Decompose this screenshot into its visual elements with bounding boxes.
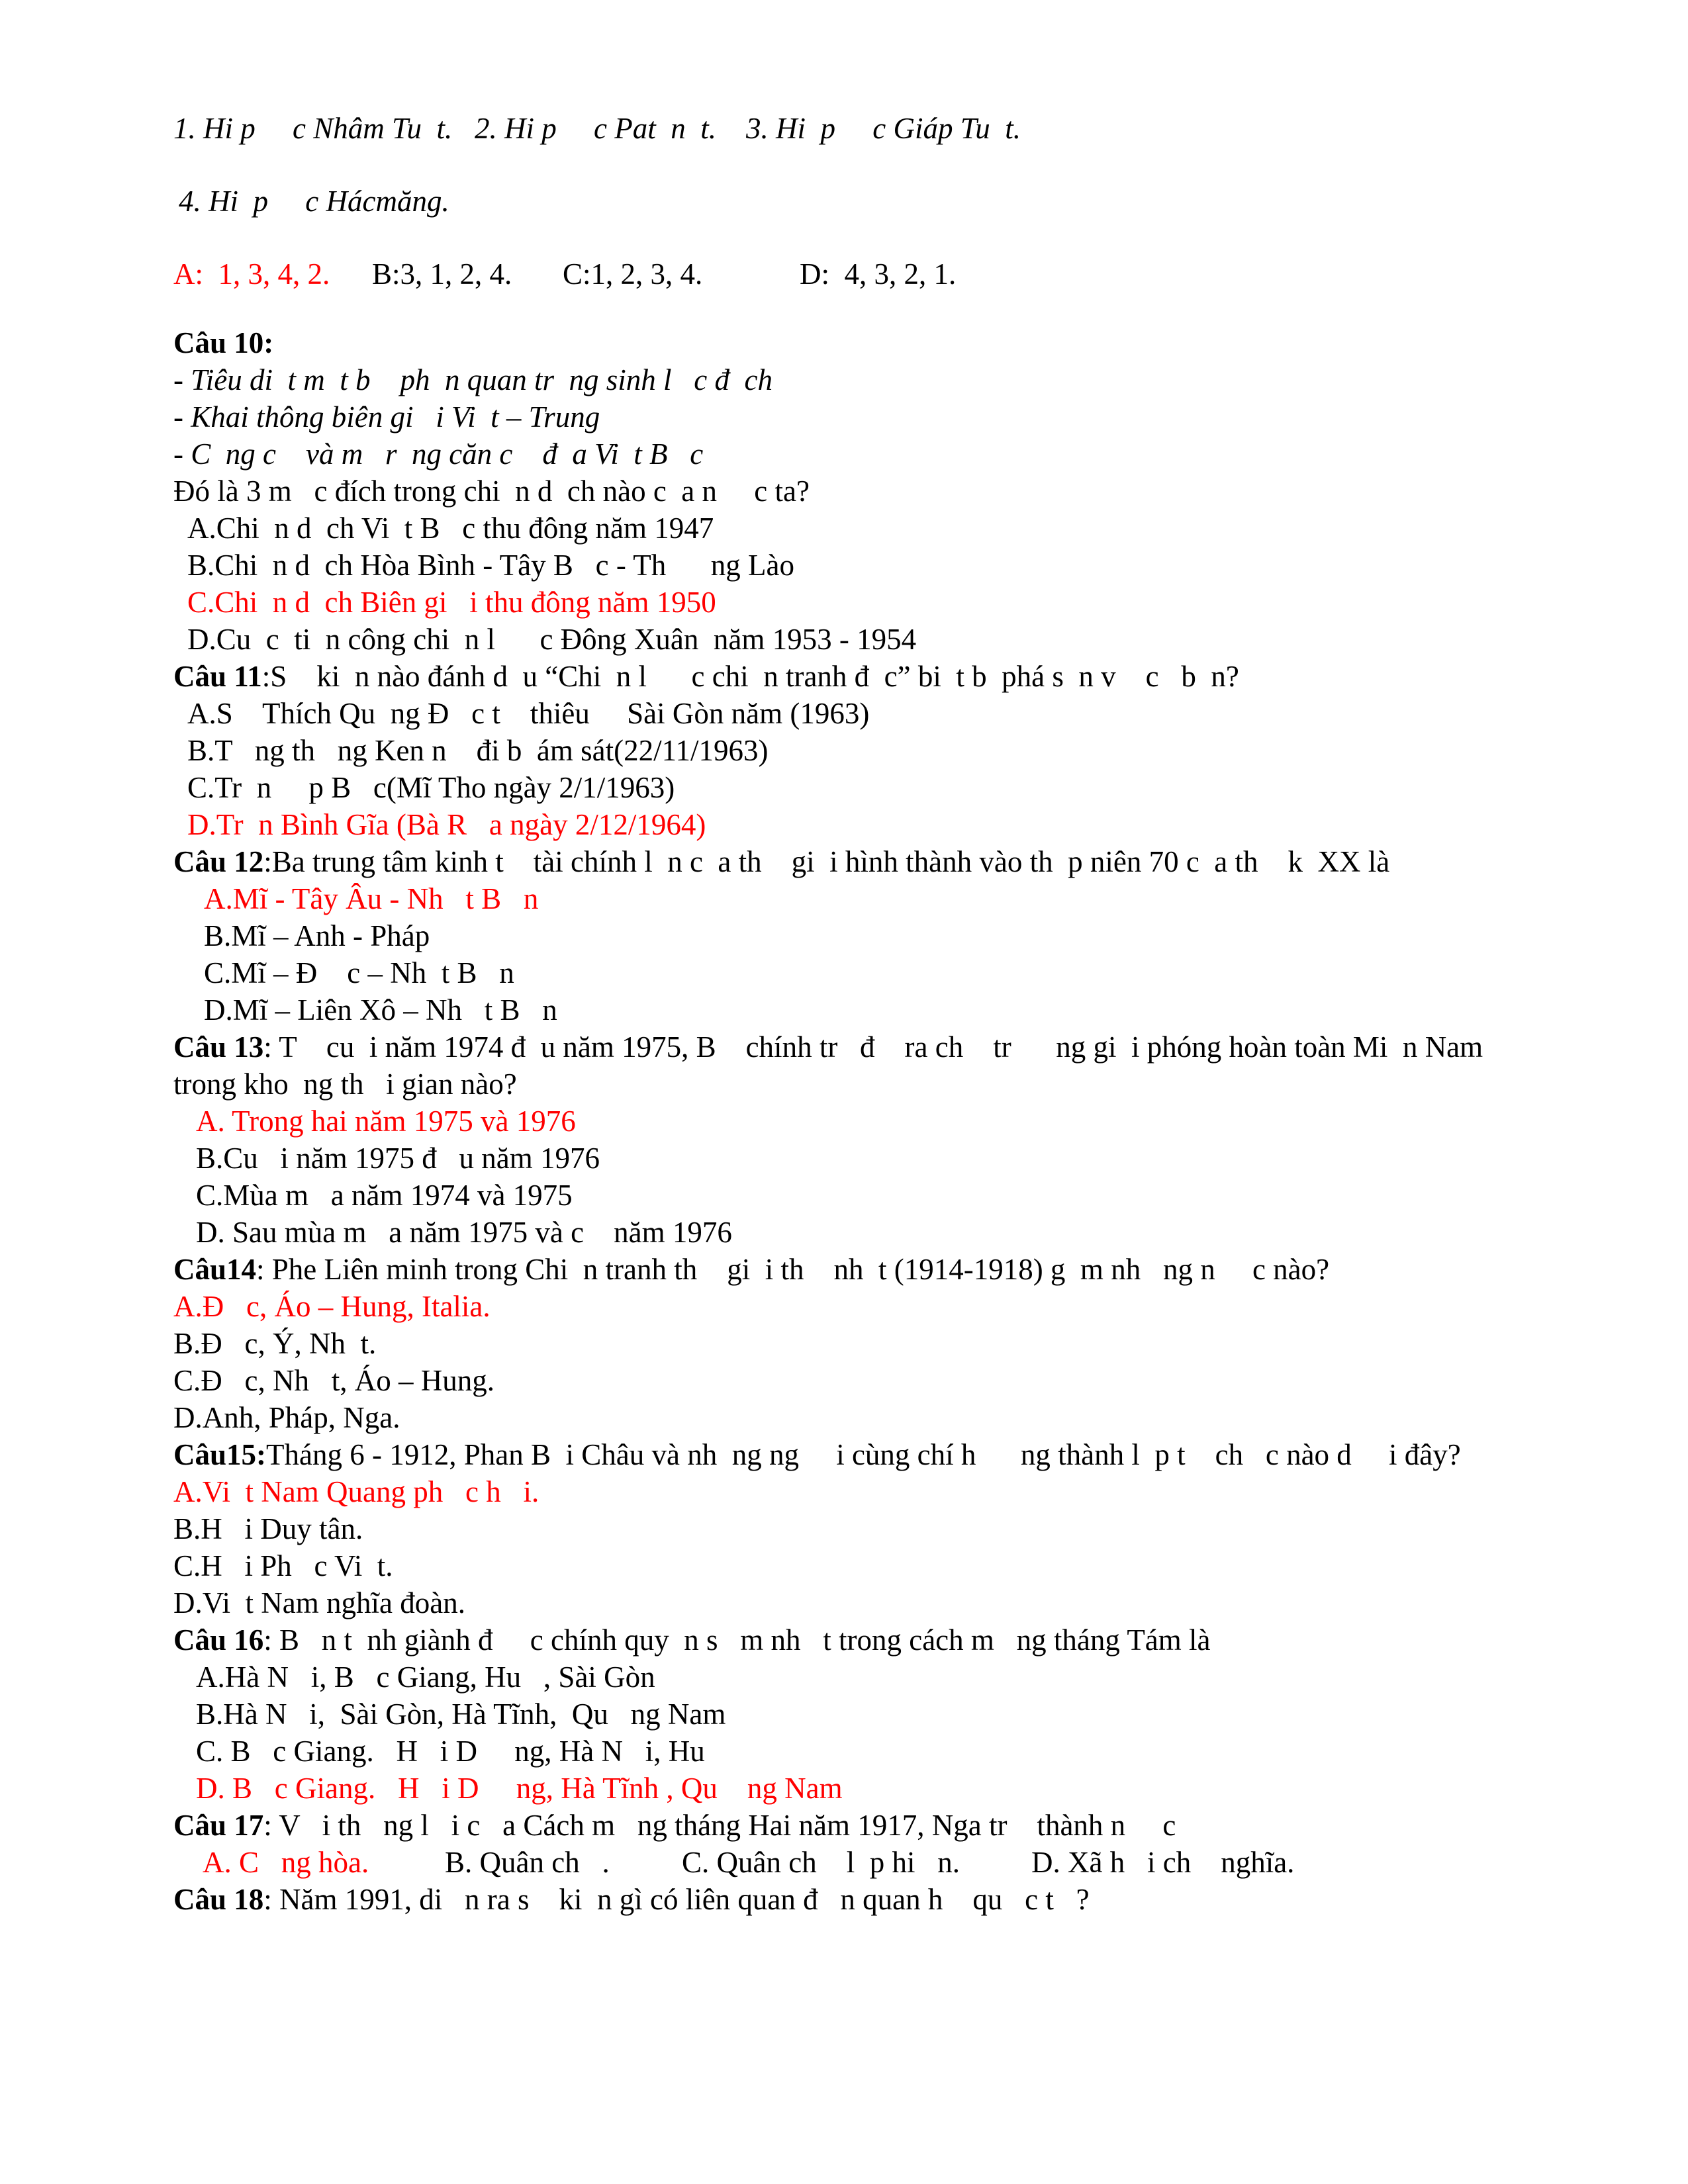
question-17-option-c: C. Quân ch l p hi n.	[682, 1846, 960, 1879]
answer-option-a: A: 1, 3, 4, 2.	[173, 257, 330, 291]
question-13-option-b: B.Cu i năm 1975 đ u năm 1976	[196, 1142, 600, 1175]
question-13-label: Câu 13	[173, 1030, 264, 1064]
question-11-label: Câu 11	[173, 660, 262, 693]
question-18	[173, 1881, 1090, 1918]
question-12	[173, 843, 1389, 880]
question-14-text: : Phe Liên minh trong Chi n tranh th gi i th nh t (1914-1918) g m nh ng n c nào?	[256, 1253, 1330, 1286]
question-12-option-d: D.Mĩ – Liên Xô – Nh t B n	[204, 993, 557, 1026]
treaty-answers	[173, 255, 1100, 293]
question-11-option-c: C.Tr n p B c(Mĩ Tho ngày 2/1/1963)	[187, 771, 675, 804]
question-15-option-b: B.H i Duy tân.	[173, 1512, 363, 1545]
question-17-options	[173, 1844, 1497, 1881]
question-16	[173, 1621, 1211, 1659]
question-13	[173, 1028, 1483, 1066]
question-16-option-b: B.Hà N i, Sài Gòn, Hà Tĩnh, Qu ng Nam	[196, 1698, 726, 1731]
question-16-label: Câu 16	[173, 1623, 264, 1657]
question-15-option-d: D.Vi t Nam nghĩa đoàn.	[173, 1586, 465, 1619]
question-15-option-a: A.Vi t Nam Quang ph c h i.	[173, 1475, 539, 1508]
question-13-option-c: C.Mùa m a năm 1974 và 1975	[196, 1179, 573, 1212]
question-16-text: : B n t nh giành đ c chính quy n s m nh t trong cách m ng tháng Tám là	[263, 1623, 1211, 1657]
question-16-option-c: C. B c Giang. H i D ng, Hà N i, Hu	[196, 1735, 705, 1768]
treaty-list-line-2: 4. Hi p c Hácmăng.	[179, 185, 449, 218]
question-11-option-d: D.Tr n Bình Gĩa (Bà R a ngày 2/12/1964)	[187, 808, 706, 841]
question-17-option-d: D. Xã h i ch nghĩa.	[1031, 1846, 1295, 1879]
question-12-text: :Ba trung tâm kinh t tài chính l n c a th gi i hình thành vào th p niên 70 c a th k XX là	[263, 845, 1390, 878]
question-14-option-b: B.Đ c, Ý, Nh t.	[173, 1327, 377, 1360]
question-14-option-c: C.Đ c, Nh t, Áo – Hung.	[173, 1364, 494, 1397]
question-15-text: Tháng 6 - 1912, Phan B i Châu và nh ng ng i cùng chí h ng thành l p t ch c nào d i đây?	[266, 1438, 1461, 1471]
question-12-option-c: C.Mĩ – Đ c – Nh t B n	[204, 956, 514, 989]
question-10-text: Đó là 3 m c đích trong chi n d ch nào c a n c ta?	[173, 475, 810, 508]
question-10-item-2: - Khai thông biên gi i Vi t – Trung	[173, 400, 600, 433]
question-10-option-d: D.Cu c ti n công chi n l c Đông Xuân năm 1953 - 1954	[187, 623, 917, 656]
question-10-option-b: B.Chi n d ch Hòa Bình - Tây B c - Th ng Lào	[187, 549, 794, 582]
question-17	[173, 1807, 1176, 1844]
question-15-option-c: C.H i Ph c Vi t.	[173, 1549, 393, 1582]
question-18-text: : Năm 1991, di n ra s ki n gì có liên quan đ n quan h qu c t ?	[263, 1883, 1090, 1916]
question-14-option-d: D.Anh, Pháp, Nga.	[173, 1401, 400, 1434]
question-12-option-a: A.Mĩ - Tây Âu - Nh t B n	[204, 882, 539, 915]
question-15	[173, 1436, 1461, 1473]
question-17-option-a: A. C ng hòa.	[203, 1846, 369, 1879]
question-11-text: :S ki n nào đánh d u “Chi n l c chi n tranh đ c” bi t b phá s n v c b n?	[261, 660, 1239, 693]
question-17-label: Câu 17	[173, 1809, 264, 1842]
answer-option-c: C:1, 2, 3, 4.	[563, 257, 703, 291]
question-11-option-b: B.T ng th ng Ken n đi b ám sát(22/11/1963)	[187, 734, 769, 767]
question-13-option-d: D. Sau mùa m a năm 1975 và c năm 1976	[196, 1216, 732, 1249]
question-10-option-c: C.Chi n d ch Biên gi i thu đông năm 1950	[187, 586, 716, 619]
question-10-item-3: - C ng c và m r ng căn c đ a Vi t B c	[173, 437, 704, 471]
question-12-label: Câu 12	[173, 845, 264, 878]
question-16-option-d: D. B c Giang. H i D ng, Hà Tĩnh , Qu ng Nam	[196, 1772, 843, 1805]
question-14-label: Câu14	[173, 1253, 257, 1286]
question-15-label: Câu15:	[173, 1438, 267, 1471]
question-11-option-a: A.S Thích Qu ng Đ c t thiêu Sài Gòn năm (1963)	[187, 697, 870, 730]
question-14	[173, 1251, 1329, 1288]
question-10-item-1: - Tiêu di t m t b ph n quan tr ng sinh l c đ ch	[173, 363, 773, 396]
question-10-option-a: A.Chi n d ch Vi t B c thu đông năm 1947	[187, 512, 714, 545]
question-10-title: Câu 10:	[173, 326, 274, 359]
answer-option-d: D: 4, 3, 2, 1.	[800, 257, 957, 291]
answer-option-b: B:3, 1, 2, 4.	[372, 257, 512, 291]
question-13-text: : T cu i năm 1974 đ u năm 1975, B chính tr đ ra ch tr ng gi i phóng hoàn toàn Mi n Nam	[263, 1030, 1483, 1064]
question-12-option-b: B.Mĩ – Anh - Pháp	[204, 919, 430, 952]
question-11	[173, 658, 1239, 695]
question-13-option-a: A. Trong hai năm 1975 và 1976	[196, 1105, 576, 1138]
question-16-option-a: A.Hà N i, B c Giang, Hu , Sài Gòn	[196, 1661, 655, 1694]
question-17-option-b: B. Quân ch .	[445, 1846, 610, 1879]
question-14-option-a: A.Đ c, Áo – Hung, Italia.	[173, 1290, 491, 1323]
treaty-list-line-1: 1. Hi p c Nhâm Tu t. 2. Hi p c Pat n t. 3. Hi p c Giáp Tu t.	[173, 112, 1021, 145]
question-13-text-2: trong kho ng th i gian nào?	[173, 1068, 517, 1101]
question-18-label: Câu 18	[173, 1883, 264, 1916]
question-17-text: : V i th ng l i c a Cách m ng tháng Hai năm 1917, Nga tr thành n c	[263, 1809, 1176, 1842]
